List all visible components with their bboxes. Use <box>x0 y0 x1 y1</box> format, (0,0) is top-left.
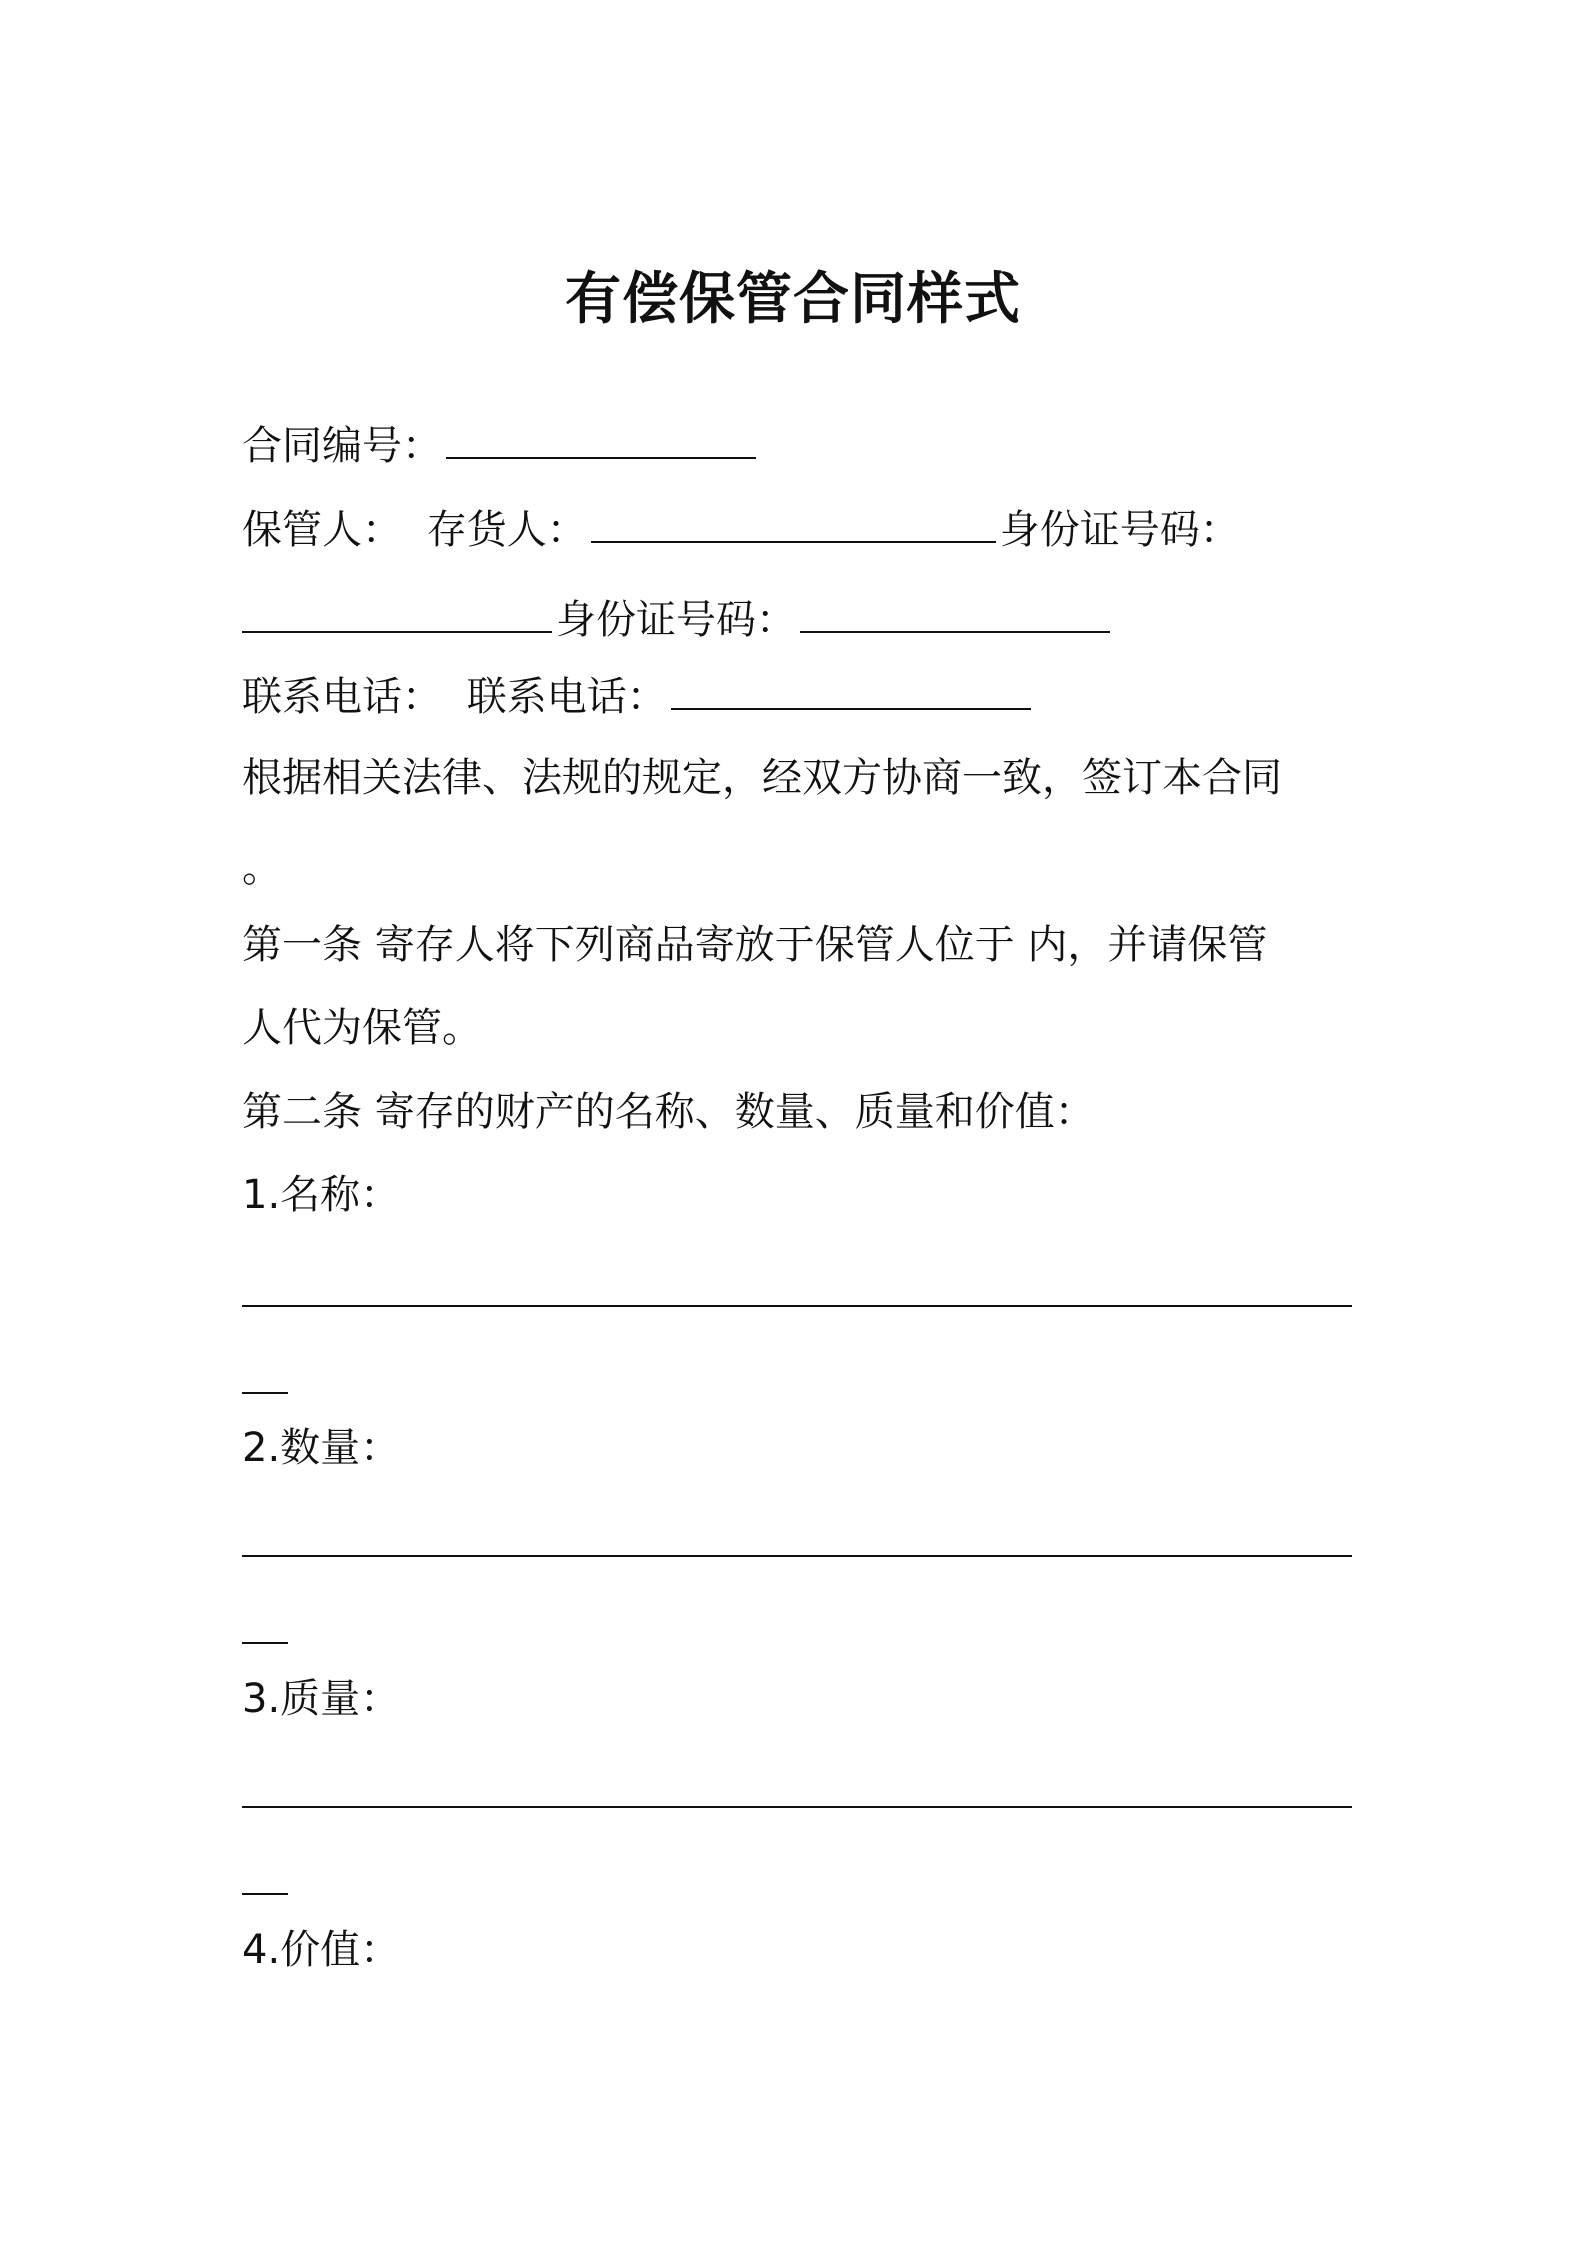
custodian-phone-label: 联系电话： <box>242 674 442 720</box>
depositor-blank[interactable] <box>591 503 996 543</box>
item-quality-label: 3.质量： <box>242 1676 401 1722</box>
preamble-line-2: 。 <box>242 845 282 891</box>
contract-number-line <box>242 419 760 471</box>
contract-number-blank[interactable] <box>446 419 756 459</box>
phone-line <box>242 670 1035 722</box>
article-1-line-2: 人代为保管。 <box>242 1005 482 1051</box>
item-quality-blank-continuation[interactable] <box>242 1893 288 1895</box>
custodian-id-blank[interactable] <box>242 593 552 633</box>
item-quantity-label: 2.数量： <box>242 1425 401 1471</box>
article-2: 第二条 寄存的财产的名称、数量、质量和价值： <box>242 1089 1095 1135</box>
contract-number-label: 合同编号： <box>242 423 442 469</box>
item-value-label: 4.价值： <box>242 1927 401 1973</box>
id-number-label-2: 身份证号码： <box>556 597 796 643</box>
custodian-label: 保管人： <box>242 507 402 553</box>
item-quality-blank[interactable] <box>242 1806 1352 1808</box>
item-quantity-blank[interactable] <box>242 1555 1352 1557</box>
item-name-label: 1.名称： <box>242 1172 401 1218</box>
document-title: 有偿保管合同样式 <box>565 267 1021 332</box>
depositor-phone-blank[interactable] <box>671 670 1031 710</box>
item-name-blank[interactable] <box>242 1305 1352 1307</box>
depositor-phone-label: 联系电话： <box>466 674 667 720</box>
item-quantity-blank-continuation[interactable] <box>242 1642 288 1644</box>
article-1-line-1: 第一条 寄存人将下列商品寄放于保管人位于 内，并请保管 <box>242 922 1268 968</box>
item-name-blank-continuation[interactable] <box>242 1392 288 1394</box>
parties-line <box>242 503 1240 555</box>
depositor-id-blank[interactable] <box>800 593 1110 633</box>
preamble-line-1: 根据相关法律、法规的规定，经双方协商一致，签订本合同 <box>242 755 1282 801</box>
id-number-line <box>242 593 1114 645</box>
depositor-label: 存货人： <box>426 507 587 553</box>
id-number-label-1: 身份证号码： <box>999 507 1240 553</box>
